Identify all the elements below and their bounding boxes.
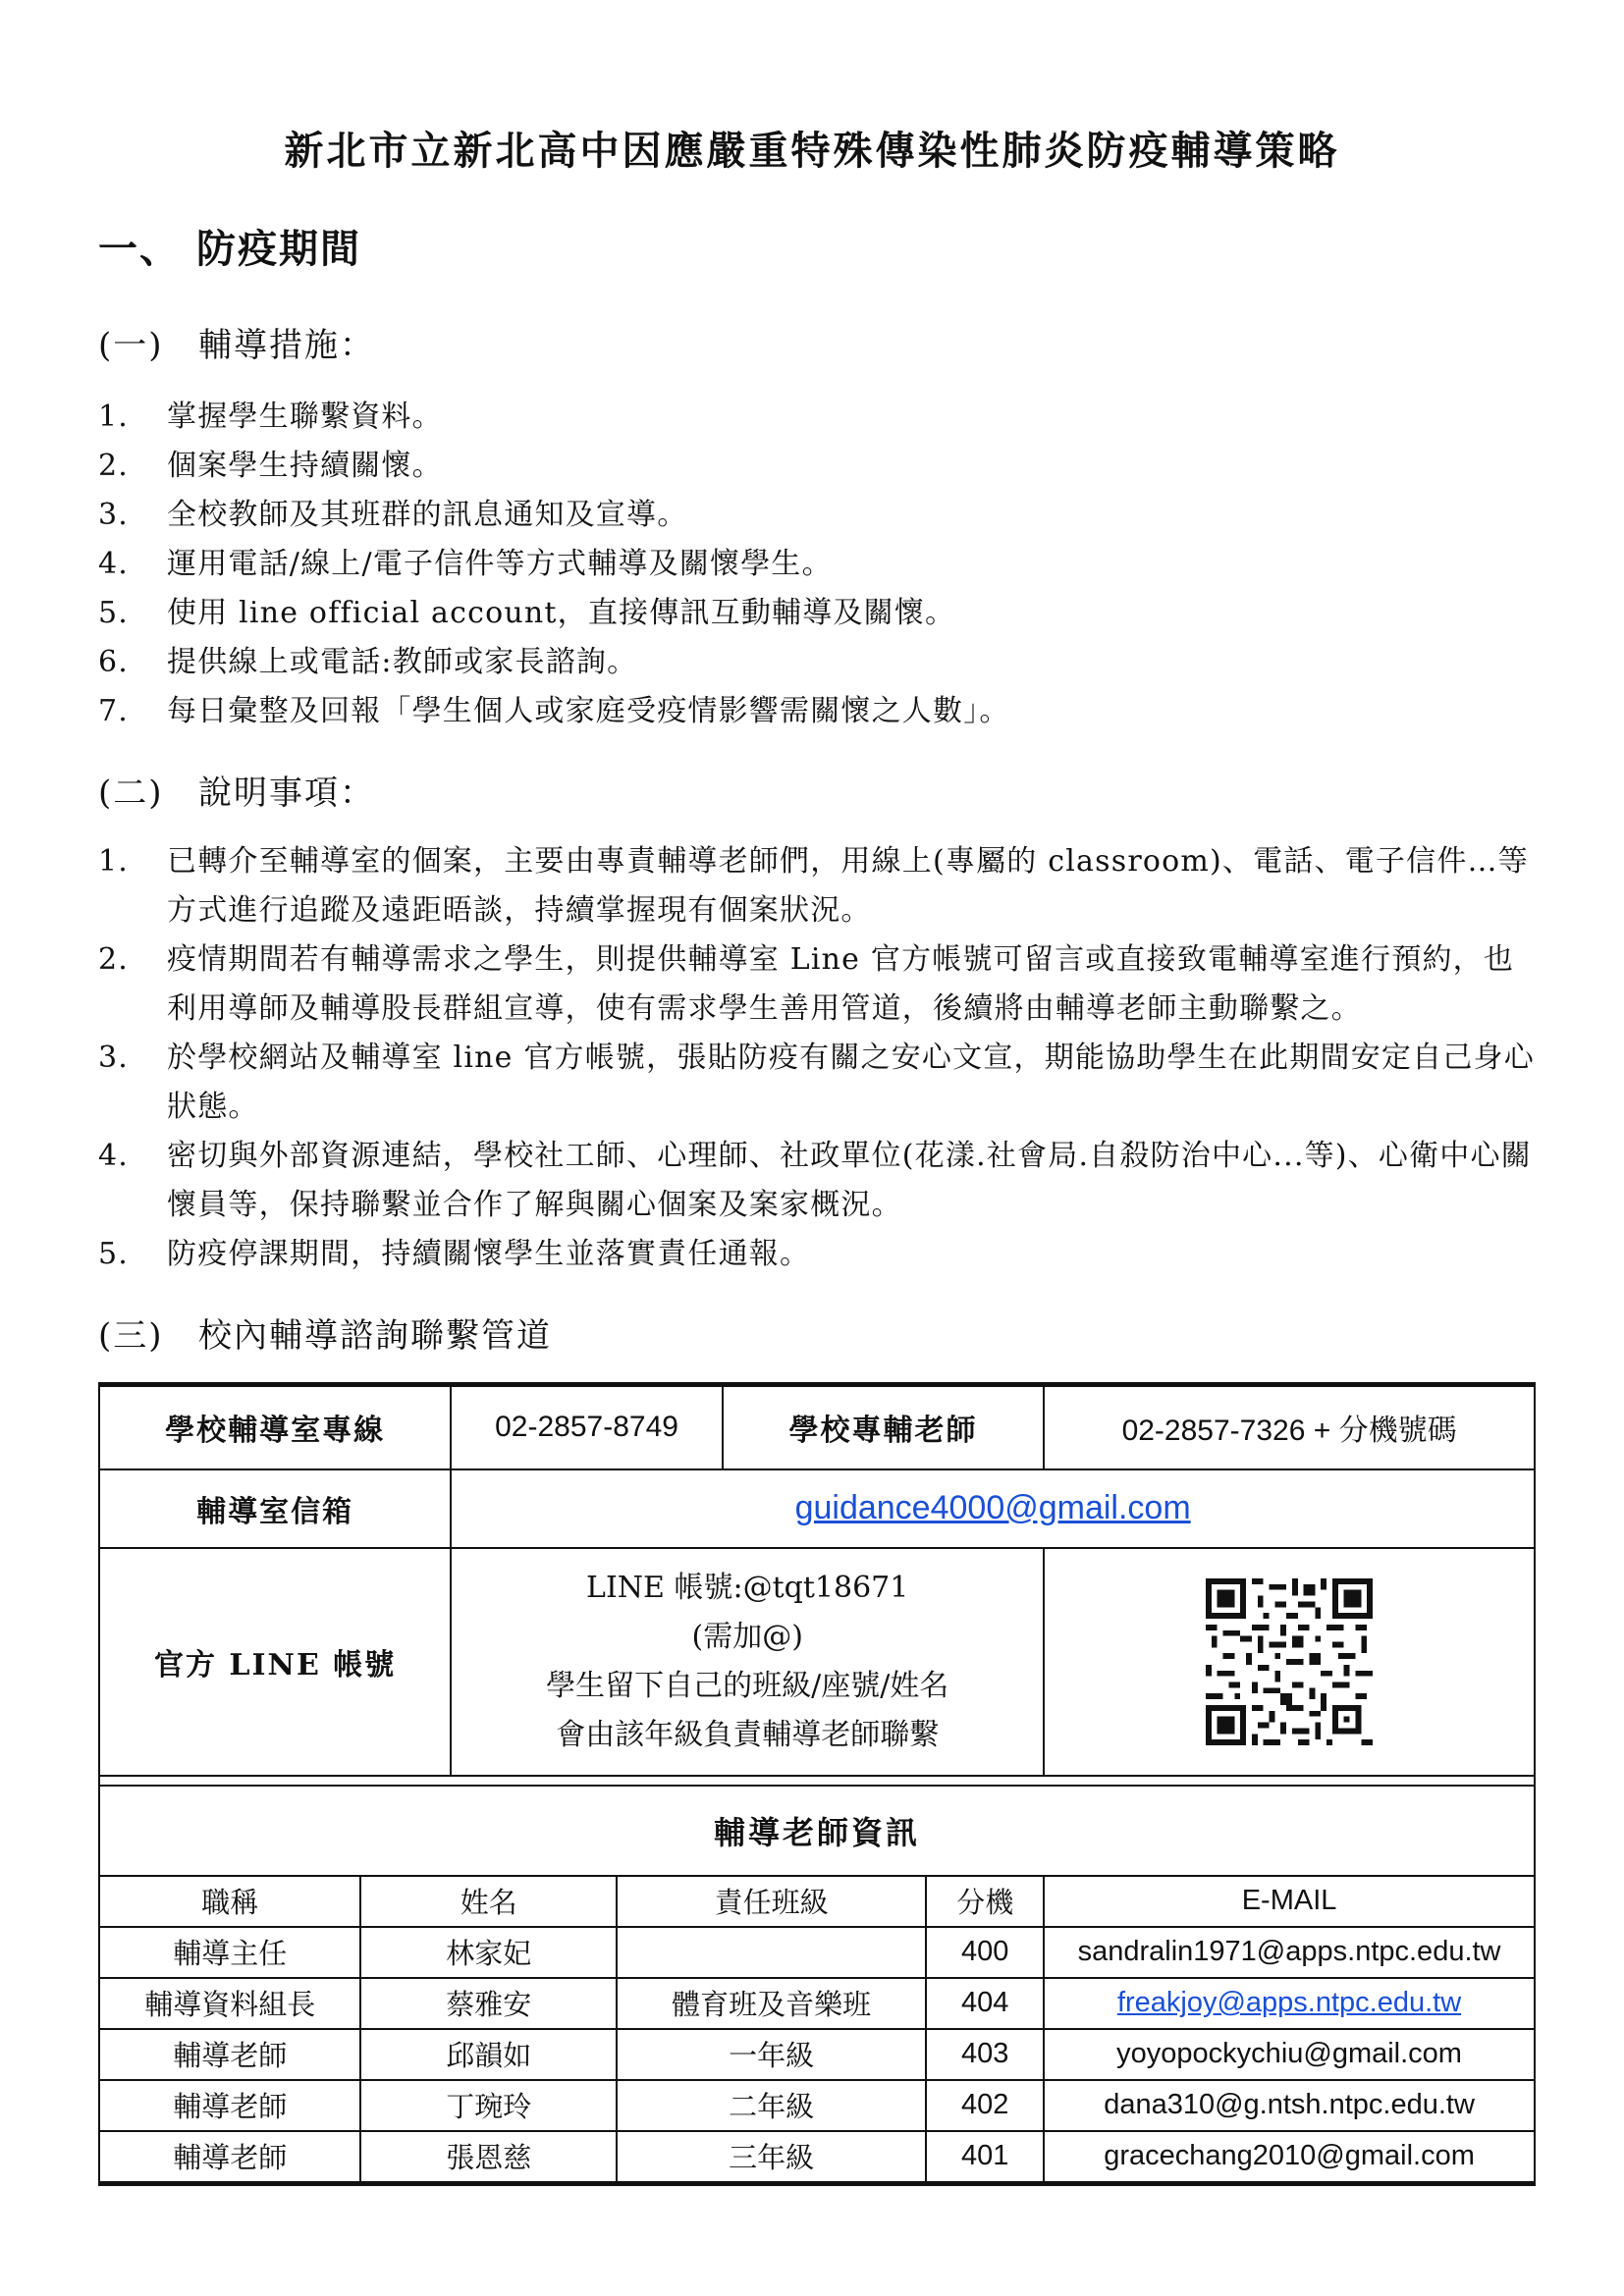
line-instruction: 學生留下自己的班級/座號/姓名 [546, 1668, 949, 1703]
item-text: 使用 line official account，直接傳訊互動輔導及關懷。 [167, 596, 956, 630]
list-item [98, 837, 1542, 935]
item-number: 4. [98, 1139, 130, 1173]
item-text: 全校教師及其班群的訊息通知及宣導。 [167, 498, 688, 532]
row-role: 輔導主任 [99, 1927, 360, 1978]
item-number: 6. [98, 645, 130, 679]
header-name: 姓名 [360, 1876, 617, 1927]
row-class: 二年級 [617, 2080, 926, 2131]
contact-table [98, 1382, 1536, 2186]
row-email: sandralin1971@apps.ntpc.edu.tw [1044, 1927, 1535, 1978]
item-number: 7. [98, 694, 130, 728]
header-ext: 分機 [926, 1876, 1044, 1927]
subsection-title: 說明事項： [198, 774, 375, 813]
row-name: 林家妃 [360, 1927, 617, 1978]
list-item [98, 687, 1542, 736]
header-email: E-MAIL [1044, 1876, 1535, 1927]
row-ext: 404 [926, 1978, 1044, 2029]
list-item [98, 491, 1542, 540]
item-number: 5. [98, 1237, 130, 1271]
row-ext: 402 [926, 2080, 1044, 2131]
table-row [99, 1978, 1535, 2029]
line-row [99, 1548, 1535, 1776]
row-ext: 400 [926, 1927, 1044, 1978]
measures-list [98, 393, 1542, 736]
header-role: 職稱 [99, 1876, 360, 1927]
teacher-label: 學校專輔老師 [723, 1385, 1044, 1469]
mailbox-label: 輔導室信箱 [99, 1469, 451, 1548]
line-info [451, 1548, 1044, 1776]
hotline-label: 學校輔導室專線 [99, 1385, 451, 1469]
row-role: 輔導老師 [99, 2131, 360, 2184]
team-title: 輔導老師資訊 [99, 1786, 1535, 1876]
row-email-link[interactable]: freakjoy@apps.ntpc.edu.tw [1116, 1987, 1462, 2018]
line-account: LINE 帳號:@tqt18671 [586, 1570, 909, 1605]
subsection-title: 輔導措施： [198, 326, 375, 365]
row-ext: 401 [926, 2131, 1044, 2184]
row-class: 體育班及音樂班 [617, 1978, 926, 2029]
row-class: 一年級 [617, 2029, 926, 2080]
list-item [98, 540, 1542, 589]
item-number: 2. [98, 449, 130, 483]
item-number: 3. [98, 1041, 130, 1075]
row-name: 邱韻如 [360, 2029, 617, 2080]
section-heading [98, 218, 361, 274]
item-number: 2. [98, 942, 130, 977]
table-row [99, 2029, 1535, 2080]
row-role: 輔導老師 [99, 2080, 360, 2131]
row-email: yoyopockychiu@gmail.com [1044, 2029, 1535, 2080]
item-text: 掌握學生聯繫資料。 [167, 400, 443, 434]
item-text: 已轉介至輔導室的個案，主要由專責輔導老師們，用線上(專屬的 classroom)、電話、電子信件…等方式進行追蹤及遠距晤談，持續掌握現有個案狀況。 [167, 844, 1529, 928]
item-number: 1. [98, 844, 130, 879]
line-label: 官方 LINE 帳號 [99, 1548, 451, 1776]
item-text: 個案學生持續關懷。 [167, 449, 443, 483]
team-header-row [99, 1876, 1535, 1927]
item-text: 疫情期間若有輔導需求之學生，則提供輔導室 Line 官方帳號可留言或直接致電輔導室進行預約，也利用導師及輔導股長群組宣導，使有需求學生善用管道，後續將由輔導老師主動聯繫之。 [167, 942, 1515, 1026]
list-item [98, 1034, 1542, 1132]
row-name: 蔡雅安 [360, 1978, 617, 2029]
table-row [99, 2080, 1535, 2131]
list-item [98, 1230, 1542, 1279]
list-item [98, 935, 1542, 1034]
hotline-value: 02-2857-8749 [451, 1385, 723, 1469]
document-title: 新北市立新北高中因應嚴重特殊傳染性肺炎防疫輔導策略 [284, 128, 1340, 174]
item-text: 每日彙整及回報「學生個人或家庭受疫情影響需關懷之人數」。 [167, 694, 1010, 728]
section-number: 一、 [98, 226, 181, 272]
row-role: 輔導老師 [99, 2029, 360, 2080]
item-text: 運用電話/線上/電子信件等方式輔導及關懷學生。 [167, 547, 833, 581]
item-number: 3. [98, 498, 130, 532]
teacher-value: 02-2857-7326 + 分機號碼 [1044, 1385, 1535, 1469]
table-row [99, 1927, 1535, 1978]
subsection-heading-measures [98, 318, 375, 366]
item-text: 提供線上或電話:教師或家長諮詢。 [167, 645, 638, 679]
row-email: gracechang2010@gmail.com [1044, 2131, 1535, 2184]
mailbox-row [99, 1469, 1535, 1548]
item-number: 4. [98, 547, 130, 581]
item-number: 5. [98, 596, 130, 630]
row-class: 三年級 [617, 2131, 926, 2184]
list-item [98, 1132, 1542, 1230]
subsection-heading-contact [98, 1308, 552, 1357]
section-title: 防疫期間 [196, 226, 361, 272]
table-divider [99, 1776, 1535, 1786]
subsection-number: (一) [98, 326, 164, 365]
hotline-row [99, 1385, 1535, 1469]
line-followup: 會由該年級負責輔導老師聯繫 [556, 1717, 940, 1752]
line-note: (需加@) [691, 1619, 803, 1654]
row-name: 張恩慈 [360, 2131, 617, 2184]
row-email: dana310@g.ntsh.ntpc.edu.tw [1044, 2080, 1535, 2131]
qr-cell [1044, 1548, 1535, 1776]
subsection-title: 校內輔導諮詢聯繫管道 [198, 1316, 552, 1356]
mailbox-email-link[interactable]: guidance4000@gmail.com [794, 1489, 1191, 1526]
list-item [98, 393, 1542, 442]
notes-list [98, 837, 1542, 1279]
subsection-heading-notes [98, 766, 375, 814]
qr-code-icon[interactable] [1206, 1578, 1373, 1745]
row-ext: 403 [926, 2029, 1044, 2080]
list-item [98, 442, 1542, 491]
subsection-number: (三) [98, 1316, 164, 1356]
item-text: 於學校網站及輔導室 line 官方帳號，張貼防疫有關之安心文宣，期能協助學生在此期間安定自己身心狀態。 [167, 1041, 1535, 1124]
item-number: 1. [98, 400, 130, 434]
row-name: 丁琬玲 [360, 2080, 617, 2131]
list-item [98, 638, 1542, 687]
list-item [98, 589, 1542, 638]
item-text: 防疫停課期間，持續關懷學生並落實責任通報。 [167, 1237, 811, 1271]
team-title-row [99, 1786, 1535, 1876]
header-class: 責任班級 [617, 1876, 926, 1927]
subsection-number: (二) [98, 774, 164, 813]
row-role: 輔導資料組長 [99, 1978, 360, 2029]
row-class [617, 1927, 926, 1978]
item-text: 密切與外部資源連結，學校社工師、心理師、社政單位(花漾.社會局.自殺防治中心...等)、心衛中心關懷員等，保持聯繫並合作了解與關心個案及案家概況。 [167, 1139, 1532, 1222]
table-row [99, 2131, 1535, 2184]
